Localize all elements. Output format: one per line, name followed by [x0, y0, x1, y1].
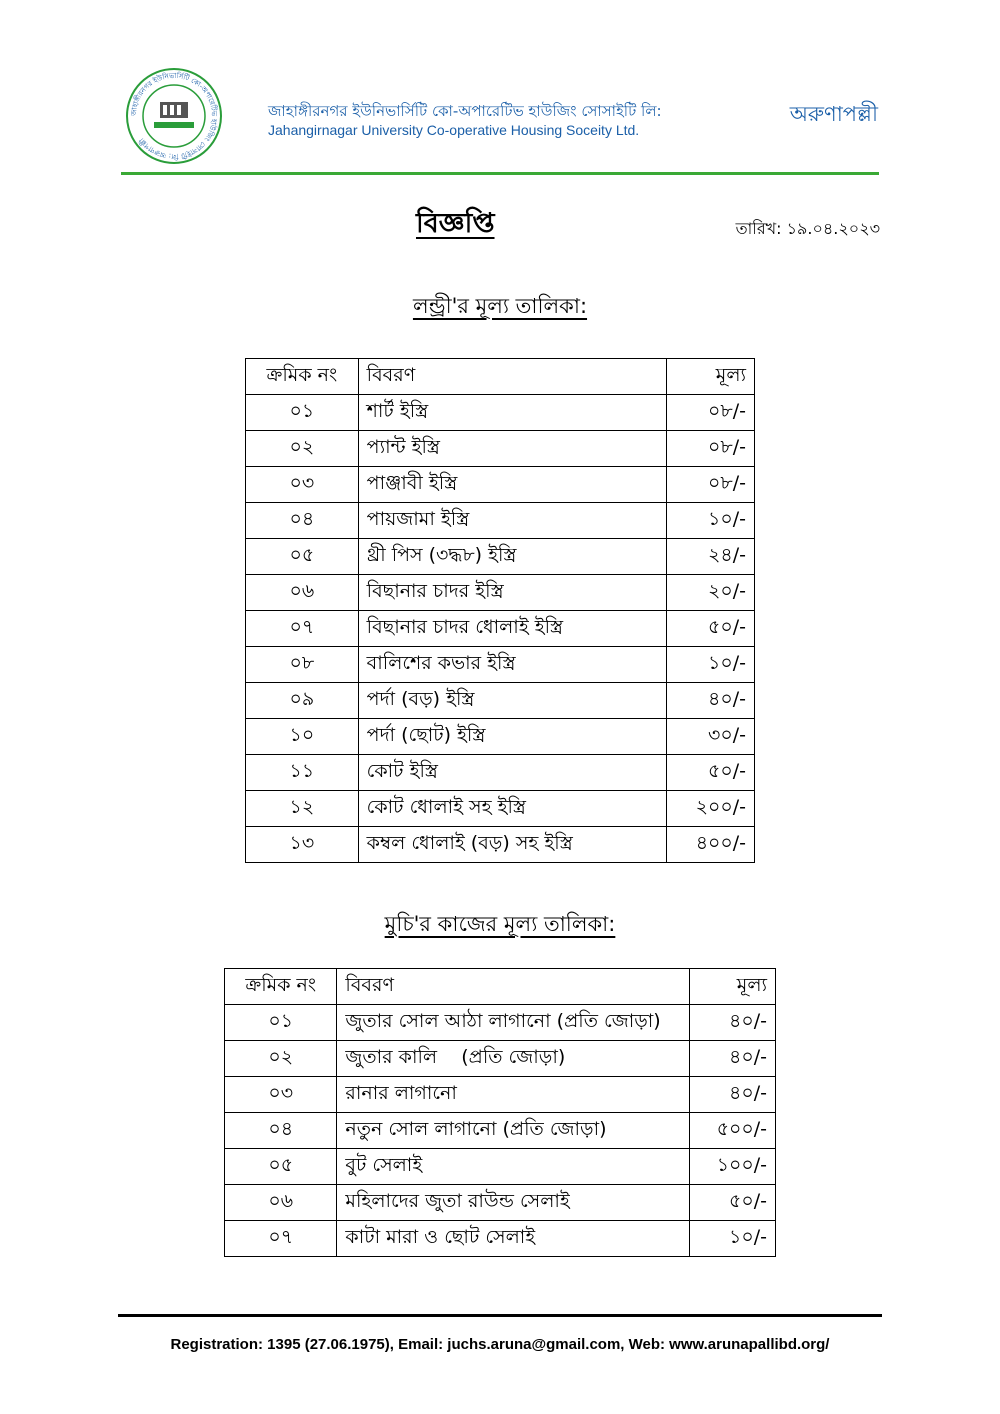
- price-cell: ৫০/-: [667, 755, 755, 791]
- description-cell: বিছানার চাদর ধোলাই ইস্ত্রি: [358, 611, 666, 647]
- serial-cell: ০৬: [246, 575, 359, 611]
- notice-title: বিজ্ঞপ্তি: [416, 208, 495, 239]
- table-row: [225, 1077, 776, 1113]
- price-cell: ১০/-: [667, 647, 755, 683]
- description-cell: থ্রী পিস (৩দ্ধ৮) ইস্ত্রি: [358, 539, 666, 575]
- table-row: [225, 1113, 776, 1149]
- price-cell: ৪০/-: [667, 683, 755, 719]
- price-cell: ৪০/-: [690, 1005, 776, 1041]
- serial-cell: ১০: [246, 719, 359, 755]
- serial-cell: ১১: [246, 755, 359, 791]
- description-cell: নতুন সোল লাগানো (প্রতি জোড়া): [337, 1113, 690, 1149]
- serial-cell: ০৪: [246, 503, 359, 539]
- cobbler-table-body: [225, 1005, 776, 1257]
- serial-cell: ০৭: [225, 1221, 337, 1257]
- table-row: [225, 1005, 776, 1041]
- column-header-description: বিবরণ: [358, 359, 666, 395]
- table-row: [246, 647, 755, 683]
- serial-cell: ০৫: [225, 1149, 337, 1185]
- table-row: [246, 539, 755, 575]
- description-cell: কম্বল ধোলাই (বড়) সহ ইস্ত্রি: [358, 827, 666, 863]
- description-cell: প্যান্ট ইস্ত্রি: [358, 431, 666, 467]
- price-cell: ০৮/-: [667, 467, 755, 503]
- description-cell: বিছানার চাদর ইস্ত্রি: [358, 575, 666, 611]
- table-row: [246, 791, 755, 827]
- price-cell: ৫০/-: [667, 611, 755, 647]
- serial-cell: ০৯: [246, 683, 359, 719]
- column-header-price: মূল্য: [667, 359, 755, 395]
- price-cell: ৫০০/-: [690, 1113, 776, 1149]
- serial-cell: ০১: [246, 395, 359, 431]
- price-cell: ৩০/-: [667, 719, 755, 755]
- table-row: [246, 827, 755, 863]
- serial-cell: ১৩: [246, 827, 359, 863]
- society-logo: [124, 66, 224, 166]
- price-cell: ১০/-: [667, 503, 755, 539]
- serial-cell: ০৪: [225, 1113, 337, 1149]
- price-cell: ০৮/-: [667, 431, 755, 467]
- description-cell: মহিলাদের জুতা রাউন্ড সেলাই: [337, 1185, 690, 1221]
- serial-cell: ১২: [246, 791, 359, 827]
- cobbler-price-table: [224, 968, 776, 1257]
- table-row: [246, 503, 755, 539]
- table-header-row: [246, 359, 755, 395]
- price-cell: ২০০/-: [667, 791, 755, 827]
- column-header-description: বিবরণ: [337, 969, 690, 1005]
- description-cell: জুতার কালি (প্রতি জোড়া): [337, 1041, 690, 1077]
- brand-name: অরুণাপল্লী: [789, 102, 878, 126]
- org-name-english: Jahangirnagar University Co-operative Housing Soceity Ltd.: [268, 122, 640, 138]
- laundry-table-body: [246, 395, 755, 863]
- table-row: [246, 719, 755, 755]
- table-row: [225, 1185, 776, 1221]
- table-row: [225, 1149, 776, 1185]
- serial-cell: ০৩: [225, 1077, 337, 1113]
- serial-cell: ০২: [225, 1041, 337, 1077]
- column-header-serial: ক্রমিক নং: [225, 969, 337, 1005]
- header-divider: [121, 172, 879, 175]
- description-cell: শার্ট ইস্ত্রি: [358, 395, 666, 431]
- price-cell: ১০/-: [690, 1221, 776, 1257]
- description-cell: পর্দা (বড়) ইস্ত্রি: [358, 683, 666, 719]
- table-row: [225, 1041, 776, 1077]
- column-header-serial: ক্রমিক নং: [246, 359, 359, 395]
- description-cell: পাঞ্জাবী ইস্ত্রি: [358, 467, 666, 503]
- description-cell: বুট সেলাই: [337, 1149, 690, 1185]
- description-cell: জুতার সোল আঠা লাগানো (প্রতি জোড়া): [337, 1005, 690, 1041]
- notice-date: তারিখ: ১৯.০৪.২০২৩: [735, 219, 880, 238]
- serial-cell: ০১: [225, 1005, 337, 1041]
- price-cell: ৪০/-: [690, 1077, 776, 1113]
- table-row: [246, 395, 755, 431]
- price-cell: ১০০/-: [690, 1149, 776, 1185]
- price-cell: ৪০০/-: [667, 827, 755, 863]
- org-name-bangla: জাহাঙ্গীরনগর ইউনিভার্সিটি কো-অপারেটিভ হাউজিং সোসাইটি লি:: [268, 102, 662, 120]
- table-header-row: [225, 969, 776, 1005]
- description-cell: রানার লাগানো: [337, 1077, 690, 1113]
- serial-cell: ০৬: [225, 1185, 337, 1221]
- price-cell: ২০/-: [667, 575, 755, 611]
- footer-contact-info: Registration: 1395 (27.06.1975), Email: juchs.aruna@gmail.com, Web: www.arunapallibd.org/: [170, 1336, 830, 1353]
- table-row: [246, 575, 755, 611]
- price-cell: ৪০/-: [690, 1041, 776, 1077]
- description-cell: বালিশের কভার ইস্ত্রি: [358, 647, 666, 683]
- description-cell: কোট ধোলাই সহ ইস্ত্রি: [358, 791, 666, 827]
- description-cell: কোট ইস্ত্রি: [358, 755, 666, 791]
- serial-cell: ০৩: [246, 467, 359, 503]
- description-cell: পর্দা (ছোট) ইস্ত্রি: [358, 719, 666, 755]
- serial-cell: ০৮: [246, 647, 359, 683]
- laundry-price-table: [245, 358, 755, 863]
- table-row: [246, 683, 755, 719]
- table-row: [246, 431, 755, 467]
- price-cell: ২৪/-: [667, 539, 755, 575]
- serial-cell: ০৫: [246, 539, 359, 575]
- table-row: [225, 1221, 776, 1257]
- table-row: [246, 755, 755, 791]
- footer-divider: [118, 1314, 882, 1317]
- description-cell: পায়জামা ইস্ত্রি: [358, 503, 666, 539]
- laundry-section-title: লন্ড্রী'র মূল্য তালিকা:: [412, 294, 588, 318]
- serial-cell: ০৭: [246, 611, 359, 647]
- cobbler-section-title: মুচি'র কাজের মূল্য তালিকা:: [384, 912, 616, 936]
- column-header-price: মূল্য: [690, 969, 776, 1005]
- table-row: [246, 611, 755, 647]
- logo-ring-textpath: জাহাঙ্গীরনগর ইউনিভার্সিটি কো-অপারেটিভ হাউজিং সোসাইটি লি: অরুণাপল্লী: [129, 71, 219, 161]
- serial-cell: ০২: [246, 431, 359, 467]
- table-row: [246, 467, 755, 503]
- price-cell: ৫০/-: [690, 1185, 776, 1221]
- description-cell: কাটা মারা ও ছোট সেলাই: [337, 1221, 690, 1257]
- price-cell: ০৮/-: [667, 395, 755, 431]
